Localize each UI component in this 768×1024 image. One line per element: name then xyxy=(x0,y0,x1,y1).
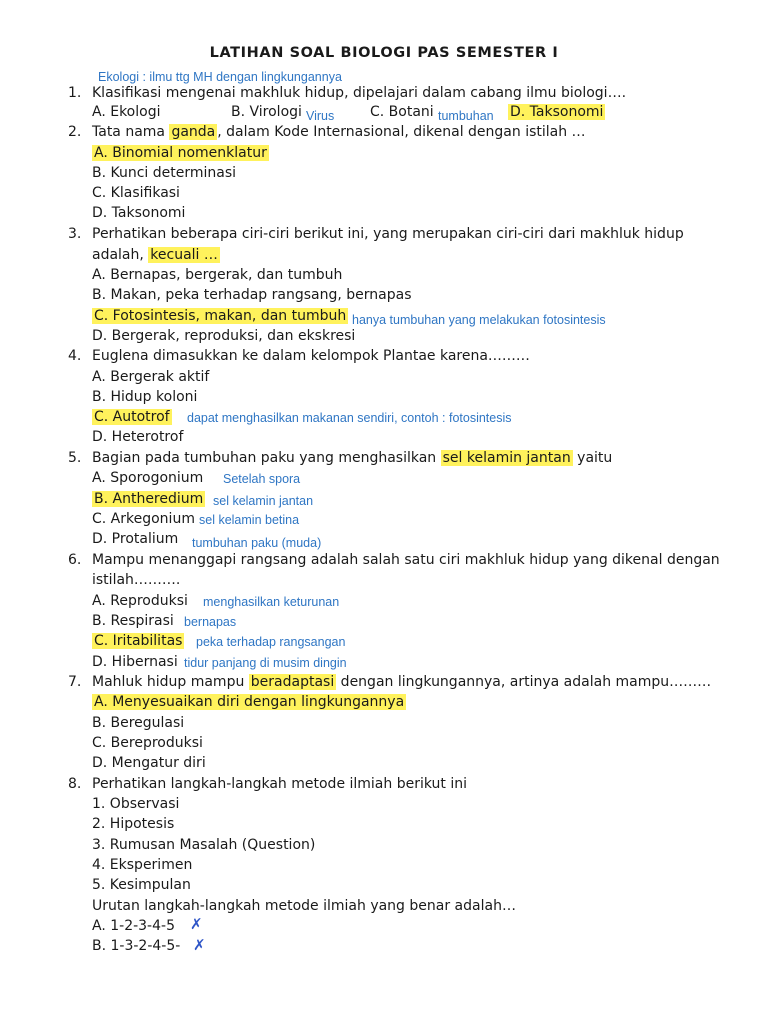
question-text: Euglena dimasukkan ke dalam kelompok Plantae karena……… xyxy=(92,348,530,364)
option-a: A. Sporogonium xyxy=(92,470,204,486)
option-b-answer: B. Antheredium xyxy=(94,491,204,507)
option-c: C. Klasifikasi xyxy=(92,185,180,201)
option-c-answer: C. Autotrof xyxy=(94,409,170,425)
option-c: C. Botani xyxy=(370,104,434,120)
question-text: Mahluk hidup mampu beradaptasi dengan lingkungannya, artinya adalah mampu……… xyxy=(92,674,712,690)
annotation: tidur panjang di musim dingin xyxy=(184,656,347,670)
question-text: Tata nama ganda , dalam Kode Internasional, dikenal dengan istilah … xyxy=(92,124,586,140)
highlight: kecuali … xyxy=(150,247,218,263)
option-a: A. Ekologi xyxy=(92,104,161,120)
option-c: C. Arkegonium xyxy=(92,511,195,527)
option-b: B. 1-3-2-4-5- xyxy=(92,938,181,954)
question-text: Klasifikasi mengenai makhluk hidup, dipelajari dalam cabang ilmu biologi…. xyxy=(92,85,627,101)
option-b: B. Kunci determinasi xyxy=(92,165,237,181)
option-a: A. Bergerak aktif xyxy=(92,369,210,385)
option-d: D. Taksonomi xyxy=(92,205,186,221)
option-b: B. Hidup koloni xyxy=(92,389,198,405)
option-b: B. Respirasi xyxy=(92,613,174,629)
option-a-answer: A. Menyesuaikan diri dengan lingkungannya xyxy=(94,694,405,710)
annotation: tumbuhan xyxy=(438,109,494,123)
question-number: 8. xyxy=(68,776,82,792)
option-b: B. Beregulasi xyxy=(92,715,185,731)
question-number: 7. xyxy=(68,674,82,690)
annotation: Ekologi : ilmu ttg MH dengan lingkungannya xyxy=(98,70,342,84)
annotation: bernapas xyxy=(184,615,237,629)
annotation: hanya tumbuhan yang melakukan fotosintesis xyxy=(352,313,606,327)
cross-mark-icon: ✗ xyxy=(190,915,203,933)
step-item: 2. Hipotesis xyxy=(92,816,175,832)
annotation: tumbuhan paku (muda) xyxy=(192,536,322,550)
question-number: 2. xyxy=(68,124,82,140)
option-d-answer: D. Taksonomi xyxy=(510,104,604,120)
question-text: Perhatikan beberapa ciri-ciri berikut ini, yang merupakan ciri-ciri dari makhluk hidup xyxy=(92,226,684,242)
question-number: 1. xyxy=(68,85,82,101)
option-d: D. Bergerak, reproduksi, dan ekskresi xyxy=(92,328,356,344)
annotation: Virus xyxy=(306,109,335,123)
highlight: ganda xyxy=(171,124,216,140)
annotation: Setelah spora xyxy=(223,472,301,486)
question-text-2: adalah, kecuali … xyxy=(92,247,218,263)
annotation: menghasilkan keturunan xyxy=(203,595,340,609)
option-d: D. Protalium xyxy=(92,531,179,547)
option-d: D. Mengatur diri xyxy=(92,755,206,771)
option-c-answer: C. Iritabilitas xyxy=(94,633,183,649)
question-text: Mampu menanggapi rangsang adalah salah satu ciri makhluk hidup yang dikenal dengan xyxy=(92,552,720,568)
option-a: A. 1-2-3-4-5 xyxy=(92,918,175,934)
question-number: 5. xyxy=(68,450,82,466)
cross-mark-icon: ✗ xyxy=(193,936,206,954)
question-text: Perhatikan langkah-langkah metode ilmiah berikut ini xyxy=(92,776,467,792)
highlight: beradaptasi xyxy=(250,674,335,690)
step-item: 3. Rumusan Masalah (Question) xyxy=(92,837,316,853)
page-title: LATIHAN SOAL BIOLOGI PAS SEMESTER I xyxy=(209,45,559,61)
option-d: D. Hibernasi xyxy=(92,654,178,670)
annotation: sel kelamin betina xyxy=(199,513,300,527)
option-a: A. Reproduksi xyxy=(92,593,188,609)
question-text: Bagian pada tumbuhan paku yang menghasilkan sel kelamin jantan yaitu xyxy=(92,450,613,466)
annotation: peka terhadap rangsangan xyxy=(196,635,346,649)
step-item: 4. Eksperimen xyxy=(92,857,193,873)
option-d: D. Heterotrof xyxy=(92,429,184,445)
option-a-answer: A. Binomial nomenklatur xyxy=(94,145,267,161)
option-a: A. Bernapas, bergerak, dan tumbuh xyxy=(92,267,343,283)
question-text-2: istilah………. xyxy=(92,572,181,588)
annotation: dapat menghasilkan makanan sendiri, contoh : fotosintesis xyxy=(187,411,512,425)
step-item: 1. Observasi xyxy=(92,796,180,812)
step-item: 5. Kesimpulan xyxy=(92,877,191,893)
question-prompt: Urutan langkah-langkah metode ilmiah yang benar adalah… xyxy=(92,898,516,914)
option-b: B. Makan, peka terhadap rangsang, bernapas xyxy=(92,287,412,303)
annotation: sel kelamin jantan xyxy=(213,494,314,508)
highlight: sel kelamin jantan xyxy=(442,450,571,466)
question-number: 4. xyxy=(68,348,82,364)
option-b: B. Virologi xyxy=(231,104,302,120)
question-number: 3. xyxy=(68,226,82,242)
question-number: 6. xyxy=(68,552,82,568)
option-c: C. Bereproduksi xyxy=(92,735,203,751)
option-c-answer: C. Fotosintesis, makan, dan tumbuh xyxy=(94,308,347,324)
